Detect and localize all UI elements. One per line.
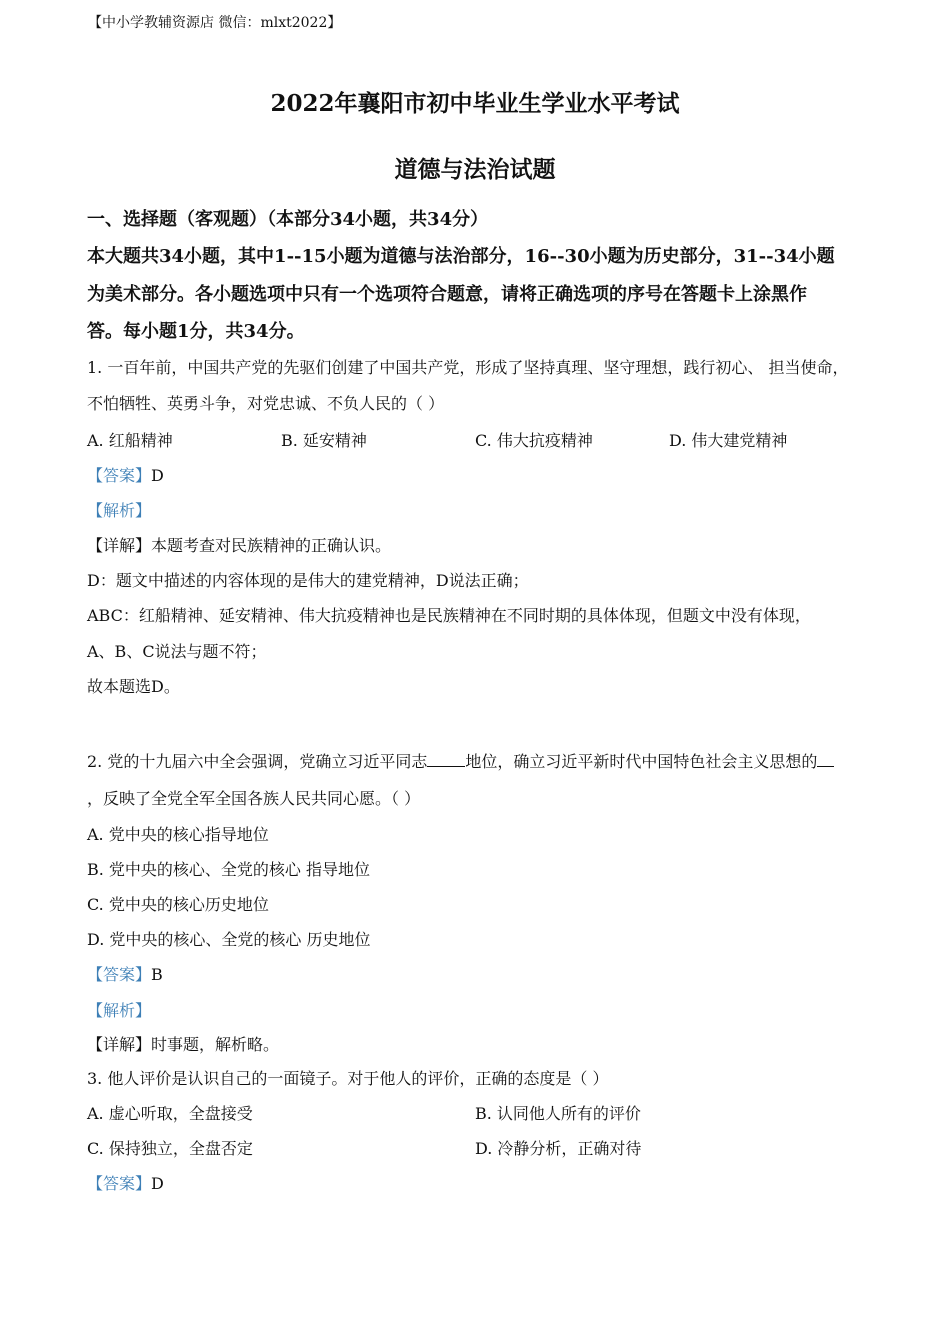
q2-answer-value: B	[151, 965, 163, 984]
q2-stem-part-2: 地位，确立习近平新时代中国特色社会主义思想的	[465, 752, 818, 771]
q3-option-c: C. 保持独立，全盘否定	[87, 1139, 253, 1158]
q3-answer	[87, 1174, 164, 1194]
q3-answer-value: D	[151, 1174, 164, 1193]
header-note: 【中小学教辅资源店 微信：mlxt2022】	[88, 15, 342, 31]
q3-stem: 3. 他人评价是认识自己的一面镜子。对于他人的评价，正确的态度是（ ）	[87, 1069, 609, 1088]
q1-explanation-3: A、B、C说法与题不符；	[87, 642, 267, 661]
answer-label: 【答案】	[87, 965, 152, 984]
q1-option-d: D. 伟大建党精神	[669, 431, 788, 450]
q3-option-d: D. 冷静分析，正确对待	[475, 1139, 642, 1158]
answer-label: 【答案】	[87, 466, 152, 485]
q1-option-a: A. 红船精神	[87, 431, 173, 450]
q3-option-a: A. 虚心听取，全盘接受	[87, 1104, 253, 1123]
page-title: 2022年襄阳市初中毕业生学业水平考试	[270, 90, 680, 117]
instructions-line-3: 答。每小题1分，共34分。	[87, 321, 305, 342]
q3-option-b: B. 认同他人所有的评价	[475, 1104, 641, 1123]
instructions-line-2: 为美术部分。各小题选项中只有一个选项符合题意，请将正确选项的序号在答题卡上涂黑作	[87, 284, 807, 305]
q1-option-b: B. 延安精神	[281, 431, 367, 450]
q1-explanation-2: ABC：红船精神、延安精神、伟大抗疫精神也是民族精神在不同时期的具体体现，但题文中没有体现，	[87, 606, 811, 625]
q2-option-c: C. 党中央的核心历史地位	[87, 895, 269, 914]
q1-stem-line-2: 不怕牺牲、英勇斗争，对党忠诚、不负人民的（ ）	[87, 394, 445, 413]
page-subtitle: 道德与法治试题	[394, 156, 556, 183]
q1-analysis-label: 【解析】	[87, 501, 152, 520]
detail-label: 【详解】	[87, 536, 152, 555]
q2-option-b: B. 党中央的核心、全党的核心 指导地位	[87, 860, 371, 879]
q1-explanation-4: 故本题选D。	[87, 677, 180, 696]
q2-option-d: D. 党中央的核心、全党的核心 历史地位	[87, 930, 371, 949]
detail-label: 【详解】	[87, 1035, 152, 1054]
q1-detail	[87, 536, 391, 556]
q2-detail	[87, 1035, 279, 1055]
q1-option-c: C. 伟大抗疫精神	[475, 431, 593, 450]
q1-detail-text: 本题考查对民族精神的正确认识。	[151, 536, 392, 555]
q2-stem-line-1	[87, 752, 834, 772]
q2-option-a: A. 党中央的核心指导地位	[87, 825, 269, 844]
q2-stem-part-1: 2. 党的十九届六中全会强调，党确立习近平同志	[87, 752, 428, 771]
q2-analysis-label: 【解析】	[87, 1001, 152, 1020]
q2-answer	[87, 965, 163, 985]
q2-blank-2	[817, 752, 834, 767]
q1-explanation-1: D：题文中描述的内容体现的是伟大的建党精神，D说法正确；	[87, 571, 529, 590]
answer-label: 【答案】	[87, 1174, 152, 1193]
q1-stem-line-1: 1. 一百年前，中国共产党的先驱们创建了中国共产党，形成了坚持真理、坚守理想，践行初心、 担当使命，	[87, 358, 849, 377]
q2-blank-1	[427, 752, 465, 767]
q1-answer	[87, 466, 164, 486]
instructions-line-1: 本大题共34小题，其中1--15小题为道德与法治部分，16--30小题为历史部分，31--34小题	[87, 246, 835, 267]
section-heading: 一、选择题（客观题）（本部分34小题，共34分）	[87, 209, 489, 230]
q2-stem-line-2: ，反映了全党全军全国各族人民共同心愿。（ ）	[87, 789, 421, 808]
q1-answer-value: D	[151, 466, 164, 485]
q2-detail-text: 时事题，解析略。	[151, 1035, 280, 1054]
